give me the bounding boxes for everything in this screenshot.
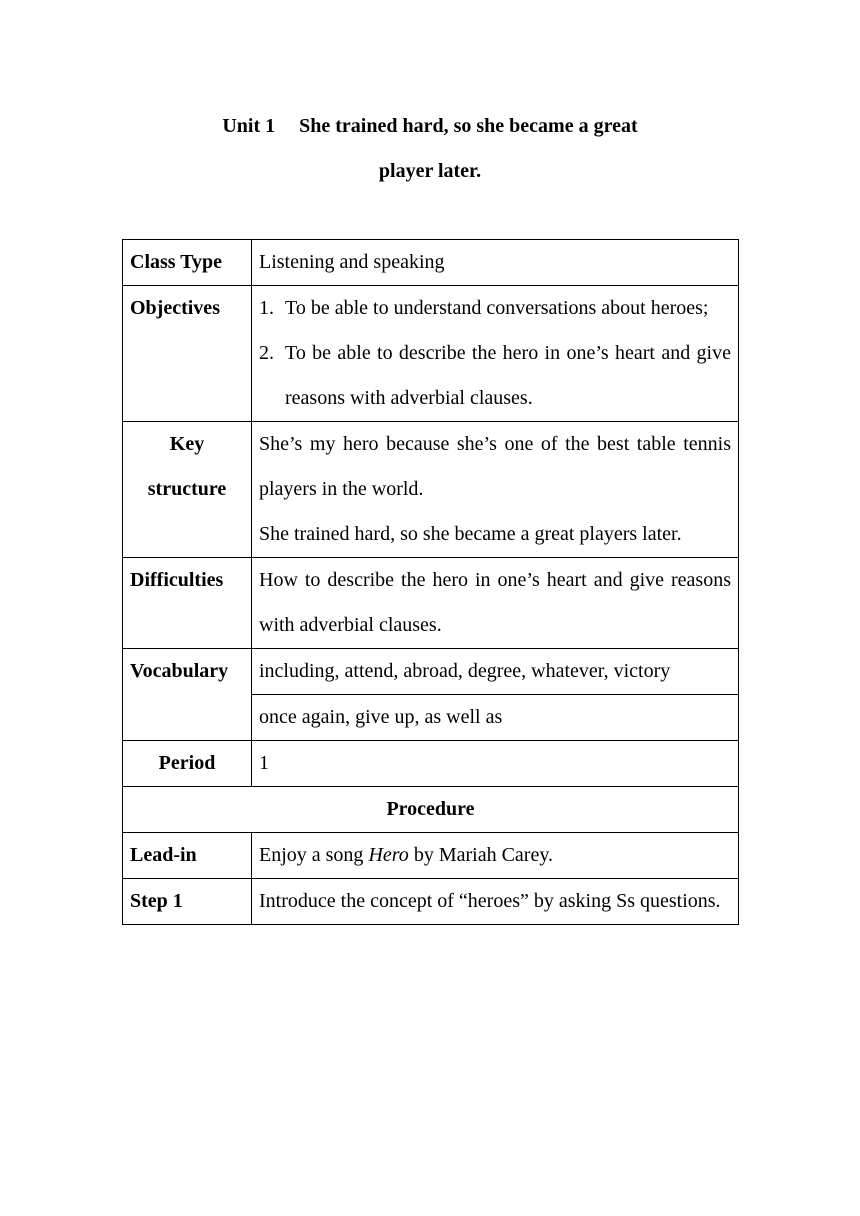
objective-number: 2.: [259, 342, 274, 364]
song-title: Hero: [368, 844, 409, 866]
title-text-line-1: She trained hard, so she became a great: [299, 115, 638, 137]
procedure-heading: Procedure: [123, 787, 739, 833]
step-1-label: Step 1: [123, 879, 252, 925]
key-structure-value: [252, 422, 739, 558]
objective-text: To be able to describe the hero in one’s heart and give reasons with adverbial clauses.: [285, 342, 731, 409]
row-lead-in: [123, 833, 739, 879]
period-label: Period: [123, 741, 252, 787]
vocabulary-words: including, attend, abroad, degree, whatever, victory: [252, 649, 739, 695]
row-period: [123, 741, 739, 787]
lesson-plan-table: [122, 239, 739, 925]
lead-in-text-after: by Mariah Carey.: [408, 844, 554, 866]
key-structure-label: [123, 422, 252, 558]
key-structure-label-line-1: Key: [169, 433, 205, 455]
objectives-value: [252, 286, 739, 422]
period-value: 1: [252, 741, 739, 787]
difficulties-value: How to describe the hero in one’s heart and give reasons with adverbial clauses.: [252, 558, 739, 649]
document-title-line-2: player later.: [378, 160, 482, 182]
class-type-value: Listening and speaking: [252, 240, 739, 286]
row-step-1: [123, 879, 739, 925]
document-title-line-1: [0, 115, 860, 138]
row-objectives: [123, 286, 739, 422]
objective-text: To be able to understand conversations about heroes;: [285, 297, 709, 319]
key-structure-label-line-2: structure: [147, 478, 227, 500]
vocabulary-phrases: once again, give up, as well as: [252, 695, 739, 741]
row-vocabulary-words: [123, 649, 739, 695]
row-difficulties: [123, 558, 739, 649]
class-type-label: Class Type: [123, 240, 252, 286]
lead-in-text-before: Enjoy a song: [259, 844, 369, 866]
lead-in-value: [252, 833, 739, 879]
difficulties-label: Difficulties: [123, 558, 252, 649]
vocabulary-label: Vocabulary: [123, 649, 252, 741]
objective-item: [259, 286, 731, 331]
unit-number: Unit 1: [222, 115, 276, 137]
key-structure-sentence: She’s my hero because she’s one of the best table tennis players in the world.: [259, 433, 731, 500]
row-class-type: [123, 240, 739, 286]
row-key-structure: [123, 422, 739, 558]
row-procedure: [123, 787, 739, 833]
step-1-value: Introduce the concept of “heroes” by asking Ss questions.: [252, 879, 739, 925]
objective-number: 1.: [259, 297, 274, 319]
lead-in-label: Lead-in: [123, 833, 252, 879]
objective-item: [259, 331, 731, 421]
key-structure-sentence: She trained hard, so she became a great players later.: [259, 523, 682, 545]
objectives-label: Objectives: [123, 286, 252, 422]
